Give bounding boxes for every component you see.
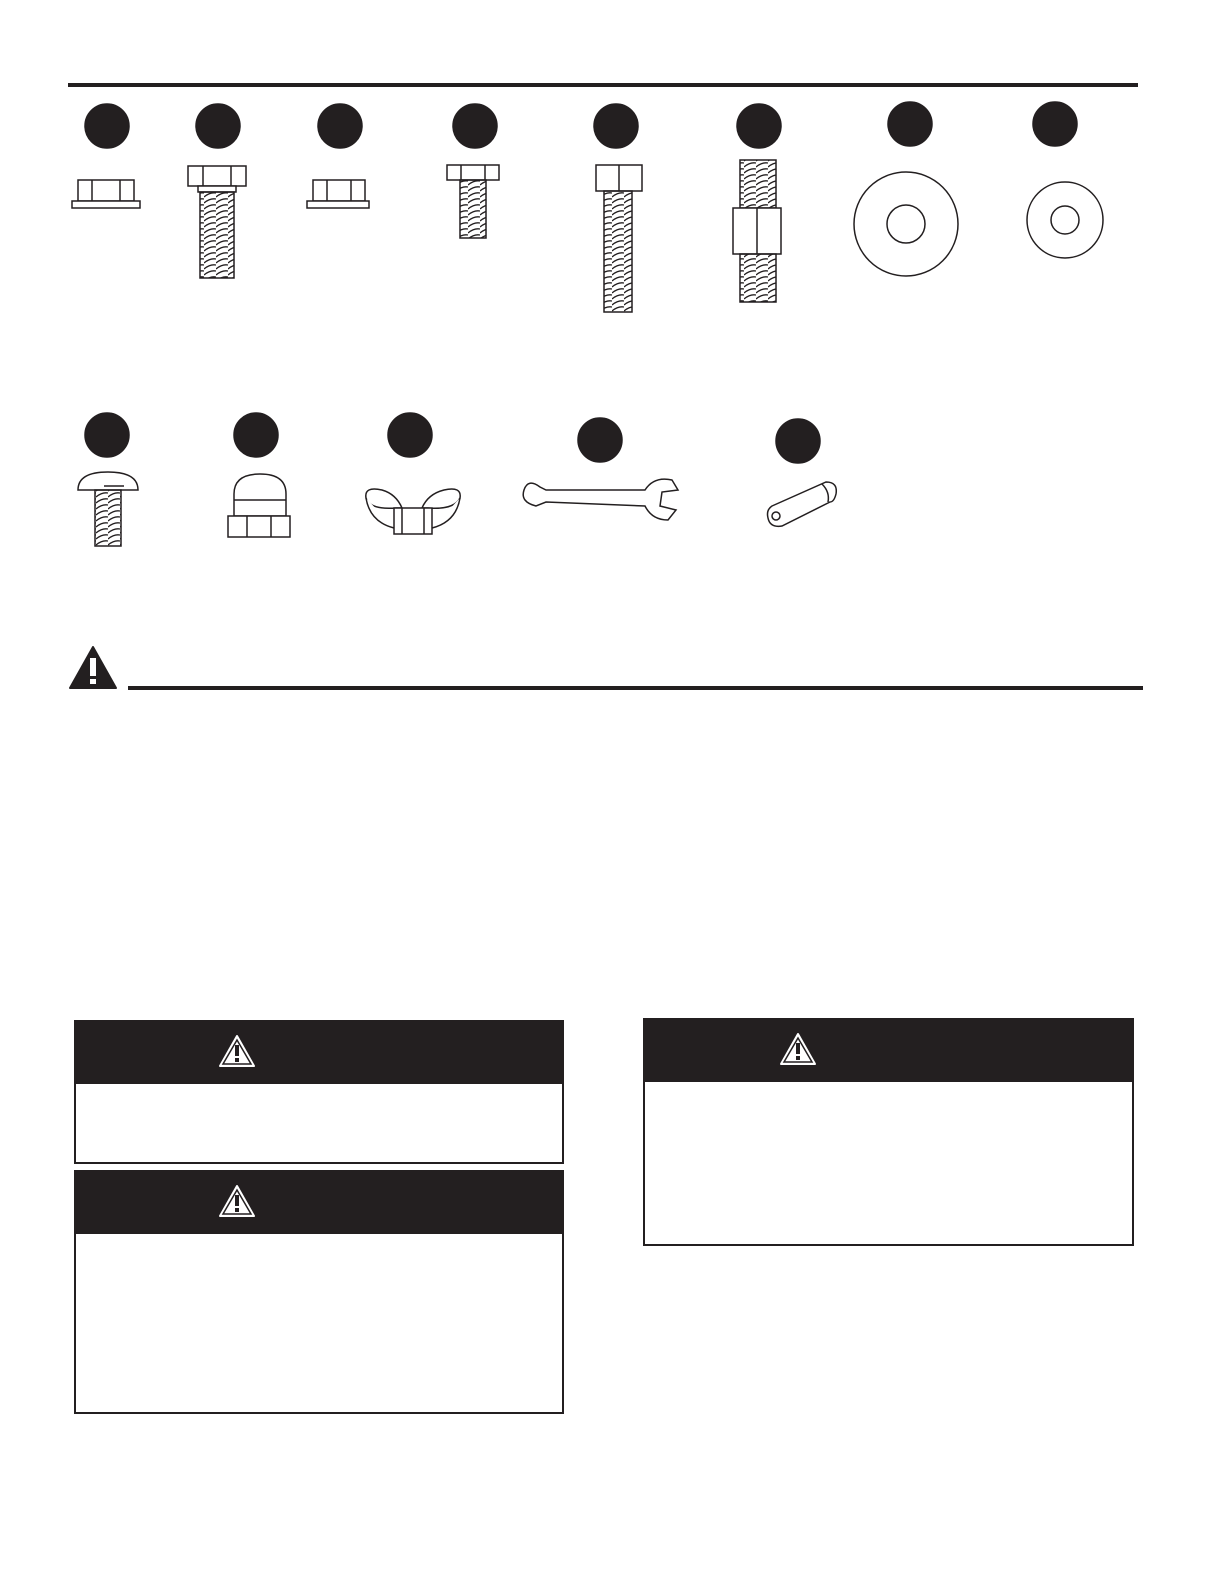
- warning-box-header: [645, 1020, 1132, 1082]
- warning-triangle-icon: [218, 1034, 256, 1068]
- part-marker-5: [594, 104, 638, 148]
- part-marker-13: [776, 419, 820, 463]
- warning-box-2: [74, 1170, 564, 1414]
- warning-triangle-icon: [68, 645, 118, 690]
- part-marker-1: [85, 104, 129, 148]
- flange-nut-icon: [307, 180, 369, 208]
- hardware-diagram: [0, 0, 1224, 600]
- part-marker-11: [388, 413, 432, 457]
- acorn-nut-icon: [228, 474, 290, 537]
- part-marker-6: [737, 104, 781, 148]
- wing-nut-icon: [366, 489, 460, 534]
- screw-icon: [78, 472, 138, 546]
- coupling-nut-icon: [733, 160, 781, 302]
- hex-bolt-icon: [596, 165, 642, 312]
- part-marker-12: [578, 418, 622, 462]
- part-marker-9: [85, 413, 129, 457]
- warning-box-1: [74, 1020, 564, 1164]
- wrench-icon: [523, 479, 678, 520]
- warning-box-3: [643, 1018, 1134, 1246]
- washer-icon: [1027, 182, 1103, 258]
- flange-nut-icon: [72, 180, 140, 208]
- pin-icon: [768, 482, 837, 526]
- warning-triangle-icon: [218, 1184, 256, 1218]
- safety-rule: [128, 686, 1143, 690]
- part-marker-3: [318, 104, 362, 148]
- part-marker-7: [888, 102, 932, 146]
- washer-icon: [854, 172, 958, 276]
- hex-bolt-icon: [188, 166, 246, 278]
- part-marker-8: [1033, 102, 1077, 146]
- part-marker-2: [196, 104, 240, 148]
- part-marker-4: [453, 104, 497, 148]
- part-marker-10: [234, 413, 278, 457]
- hex-bolt-icon: [447, 165, 499, 238]
- warning-box-header: [76, 1172, 562, 1234]
- warning-box-header: [76, 1022, 562, 1084]
- warning-triangle-icon: [779, 1032, 817, 1066]
